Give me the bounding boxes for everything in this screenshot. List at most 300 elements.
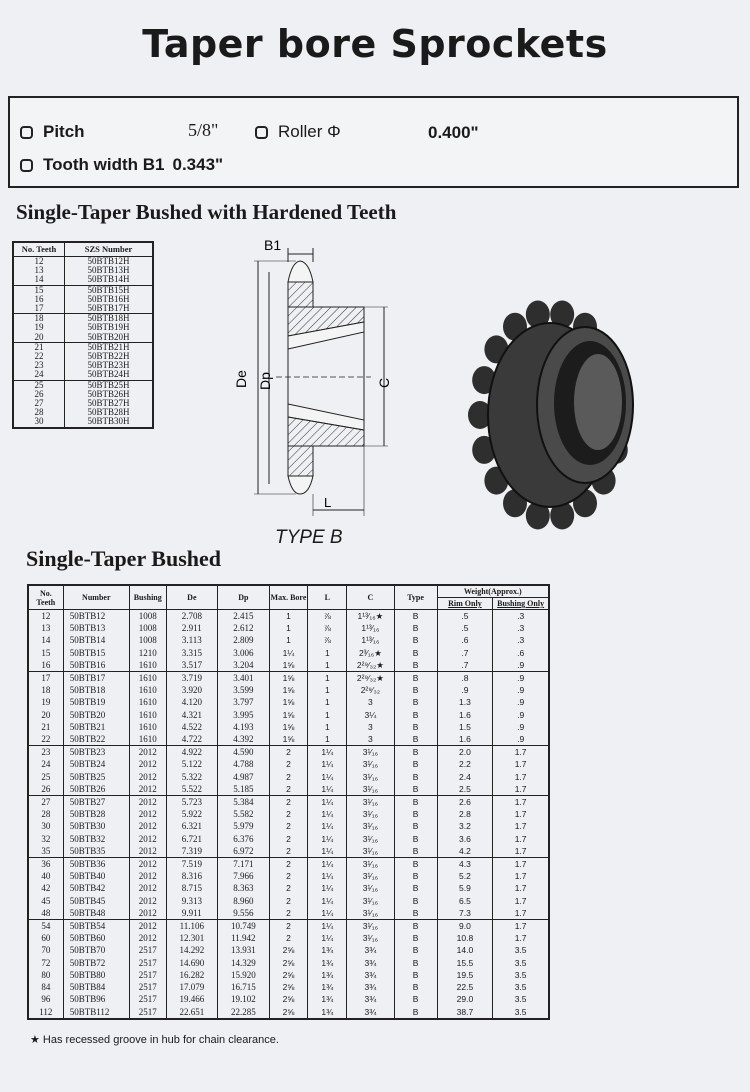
- max-bore-cell: 2: [269, 820, 308, 832]
- c-cell: 3: [347, 696, 394, 708]
- bushing-cell: 2012: [129, 758, 166, 770]
- teeth-cell: 24: [13, 370, 65, 380]
- max-bore-cell: 1⅝: [269, 733, 308, 746]
- number-cell: 50BTB24: [63, 758, 129, 770]
- dp-cell: 16.715: [218, 981, 269, 993]
- rim-weight-cell: 6.5: [437, 895, 493, 907]
- szs-number-cell: 50BTB16H: [87, 293, 130, 304]
- number-cell: 50BTB15: [63, 647, 129, 659]
- dp-cell: 5.185: [218, 783, 269, 796]
- max-bore-cell: 2: [269, 895, 308, 907]
- table-row: [28, 870, 549, 882]
- szs-number-cell: 50BTB18H: [87, 313, 130, 324]
- bushing-weight-cell: 1.7: [493, 858, 549, 871]
- dp-cell: 3.401: [218, 672, 269, 685]
- dp-cell: 4.788: [218, 758, 269, 770]
- bushing-cell: 1008: [129, 610, 166, 623]
- c-cell: 3¾: [347, 944, 394, 956]
- szs-number-cell: 50BTB22H: [87, 351, 130, 362]
- type-cell: B: [394, 672, 437, 685]
- c-cell: 3¾: [347, 969, 394, 981]
- bushing-cell: 2012: [129, 833, 166, 845]
- c-cell: 2²⁹⁄₃₂★: [347, 672, 394, 685]
- dp-cell: 2.612: [218, 622, 269, 634]
- max-bore-cell: 2: [269, 796, 308, 809]
- rim-weight-cell: 10.8: [437, 932, 493, 944]
- type-cell: B: [394, 771, 437, 783]
- max-bore-cell: 1⅝: [269, 709, 308, 721]
- teeth-cell: 70: [28, 944, 63, 956]
- dp-cell: 5.384: [218, 796, 269, 809]
- table-row: [28, 944, 549, 956]
- max-bore-cell: 2: [269, 858, 308, 871]
- number-cell: 50BTB13: [63, 622, 129, 634]
- number-cell: 50BTB20: [63, 709, 129, 721]
- type-cell: B: [394, 721, 437, 733]
- max-bore-cell: 2: [269, 870, 308, 882]
- de-cell: 3.315: [166, 647, 217, 659]
- c-cell: 3¾: [347, 1006, 394, 1019]
- number-cell: 50BTB48: [63, 907, 129, 920]
- rim-weight-cell: 2.5: [437, 783, 493, 796]
- type-cell: B: [394, 659, 437, 672]
- rim-weight-cell: 3.2: [437, 820, 493, 832]
- dp-cell: 4.193: [218, 721, 269, 733]
- szs-number-cell: 50BTB17H: [65, 304, 154, 314]
- bushing-cell: 2012: [129, 796, 166, 809]
- de-cell: 6.321: [166, 820, 217, 832]
- c-cell: 3¹⁄₁₆: [347, 771, 394, 783]
- dp-cell: 2.415: [218, 610, 269, 623]
- teeth-cell: 30: [13, 417, 65, 427]
- l-cell: 1¼: [308, 932, 347, 944]
- teeth-cell: 45: [28, 895, 63, 907]
- table-row: [28, 981, 549, 993]
- l-cell: 1¾: [308, 1006, 347, 1019]
- teeth-cell: 17: [28, 672, 63, 685]
- bushing-cell: 2012: [129, 783, 166, 796]
- table-row: [28, 808, 549, 820]
- c-cell: 3¾: [347, 957, 394, 969]
- l-cell: 1: [308, 672, 347, 685]
- pitch-value: 5/8": [188, 120, 219, 140]
- teeth-cell: 96: [28, 993, 63, 1005]
- number-cell: 50BTB54: [63, 920, 129, 933]
- table-row: [28, 845, 549, 858]
- c-cell: 1¹³⁄₁₆★: [347, 610, 394, 623]
- table-row: [28, 895, 549, 907]
- table-row: [28, 696, 549, 708]
- teeth-cell: 48: [28, 907, 63, 920]
- rim-weight-cell: 3.6: [437, 833, 493, 845]
- number-cell: 50BTB25: [63, 771, 129, 783]
- type-cell: B: [394, 969, 437, 981]
- teeth-cell: 26: [13, 390, 65, 399]
- dp-cell: 9.556: [218, 907, 269, 920]
- type-cell: B: [394, 882, 437, 894]
- table-row: [28, 771, 549, 783]
- teeth-cell: 17: [13, 304, 65, 314]
- l-cell: 1¼: [308, 833, 347, 845]
- teeth-cell: 16: [13, 295, 65, 304]
- c-cell: 3¾: [347, 993, 394, 1005]
- teeth-cell: 15: [13, 285, 65, 295]
- teeth-cell: 112: [28, 1006, 63, 1019]
- teeth-cell: 18: [13, 314, 65, 324]
- table-row: [13, 399, 153, 408]
- bushing-weight-cell: .9: [493, 684, 549, 696]
- col-header-weight: Weight(Approx.): [437, 585, 549, 598]
- number-cell: 50BTB22: [63, 733, 129, 746]
- bushing-cell: 1610: [129, 672, 166, 685]
- teeth-cell: 24: [28, 758, 63, 770]
- bushing-cell: 2012: [129, 920, 166, 933]
- bushing-cell: 1610: [129, 721, 166, 733]
- szs-number-cell: 50BTB13H: [87, 265, 130, 276]
- l-cell: 1: [308, 709, 347, 721]
- type-cell: B: [394, 870, 437, 882]
- c-cell: 3¹⁄₁₆: [347, 895, 394, 907]
- max-bore-cell: 2: [269, 932, 308, 944]
- table-row: [28, 858, 549, 871]
- dp-cell: 3.797: [218, 696, 269, 708]
- bushing-cell: 2012: [129, 907, 166, 920]
- max-bore-cell: 2⅝: [269, 969, 308, 981]
- bushing-cell: 2012: [129, 895, 166, 907]
- number-cell: 50BTB26: [63, 783, 129, 796]
- col-header-dp: Dp: [218, 585, 269, 610]
- szs-number-cell: 50BTB21H: [87, 341, 130, 352]
- l-cell: ⅞: [308, 610, 347, 623]
- bushing-weight-cell: .9: [493, 672, 549, 685]
- table-row: [28, 969, 549, 981]
- roller-row: [255, 122, 341, 142]
- type-cell: B: [394, 833, 437, 845]
- teeth-cell: 26: [28, 783, 63, 796]
- de-cell: 22.651: [166, 1006, 217, 1019]
- rim-weight-cell: 29.0: [437, 993, 493, 1005]
- col-header-bushing-only: Bushing Only: [493, 598, 549, 610]
- de-cell: 14.292: [166, 944, 217, 956]
- de-cell: 7.519: [166, 858, 217, 871]
- rim-weight-cell: 2.2: [437, 758, 493, 770]
- de-cell: 4.922: [166, 746, 217, 759]
- c-label: C: [376, 377, 392, 388]
- table-row: [28, 1006, 549, 1019]
- type-cell: B: [394, 808, 437, 820]
- l-cell: ⅞: [308, 634, 347, 646]
- number-cell: 50BTB17: [63, 672, 129, 685]
- number-cell: 50BTB45: [63, 895, 129, 907]
- type-b-cross-section-diagram: [233, 232, 396, 522]
- teeth-cell: 19: [13, 323, 65, 332]
- bushing-weight-cell: .3: [493, 610, 549, 623]
- bushing-weight-cell: 3.5: [493, 993, 549, 1005]
- teeth-cell: 35: [28, 845, 63, 858]
- bushing-cell: 2517: [129, 969, 166, 981]
- bushing-weight-cell: 1.7: [493, 796, 549, 809]
- max-bore-cell: 2⅝: [269, 993, 308, 1005]
- de-cell: 4.522: [166, 721, 217, 733]
- number-cell: 50BTB36: [63, 858, 129, 871]
- table-row: [13, 417, 153, 427]
- number-cell: 50BTB60: [63, 932, 129, 944]
- max-bore-cell: 2⅝: [269, 1006, 308, 1019]
- bushing-cell: 1008: [129, 634, 166, 646]
- dp-cell: 4.590: [218, 746, 269, 759]
- c-cell: 1¹³⁄₁₆: [347, 622, 394, 634]
- max-bore-cell: 2: [269, 920, 308, 933]
- szs-number-cell: 50BTB23H: [87, 360, 130, 371]
- l-cell: 1¾: [308, 981, 347, 993]
- teeth-cell: 28: [28, 808, 63, 820]
- rim-weight-cell: 4.2: [437, 845, 493, 858]
- bushing-cell: 2012: [129, 870, 166, 882]
- dp-cell: 8.363: [218, 882, 269, 894]
- bushing-weight-cell: 3.5: [493, 957, 549, 969]
- dp-cell: 14.329: [218, 957, 269, 969]
- type-b-label: TYPE B: [275, 527, 343, 548]
- de-cell: 2.911: [166, 622, 217, 634]
- max-bore-cell: 2: [269, 808, 308, 820]
- teeth-cell: 21: [28, 721, 63, 733]
- l-cell: 1¼: [308, 895, 347, 907]
- bushing-cell: 2517: [129, 957, 166, 969]
- bushing-weight-cell: .9: [493, 659, 549, 672]
- de-cell: 3.517: [166, 659, 217, 672]
- de-cell: 19.466: [166, 993, 217, 1005]
- bushing-weight-cell: 1.7: [493, 746, 549, 759]
- max-bore-cell: 1⅝: [269, 696, 308, 708]
- teeth-cell: 27: [28, 796, 63, 809]
- teeth-cell: 18: [28, 684, 63, 696]
- dp-cell: 3.995: [218, 709, 269, 721]
- table-row: [28, 796, 549, 809]
- bushing-weight-cell: .9: [493, 721, 549, 733]
- c-cell: 3¹⁄₁₆: [347, 858, 394, 871]
- table-row: [28, 957, 549, 969]
- dp-cell: 6.972: [218, 845, 269, 858]
- max-bore-cell: 2⅝: [269, 957, 308, 969]
- rim-weight-cell: .6: [437, 634, 493, 646]
- col-header-szs-number: SZS Number: [65, 242, 154, 257]
- number-cell: 50BTB42: [63, 882, 129, 894]
- c-cell: 3¹⁄₁₆: [347, 820, 394, 832]
- de-cell: 6.721: [166, 833, 217, 845]
- spec-box: [8, 96, 739, 188]
- number-cell: 50BTB32: [63, 833, 129, 845]
- roller-label: Roller Φ: [278, 122, 341, 141]
- teeth-cell: 22: [13, 352, 65, 361]
- bushing-cell: 2012: [129, 820, 166, 832]
- section-hardened-title: Single-Taper Bushed with Hardened Teeth: [16, 200, 397, 224]
- max-bore-cell: 1: [269, 634, 308, 646]
- max-bore-cell: 2: [269, 882, 308, 894]
- type-cell: B: [394, 907, 437, 920]
- bushing-cell: 2012: [129, 882, 166, 894]
- teeth-cell: 22: [28, 733, 63, 746]
- l-cell: 1¾: [308, 957, 347, 969]
- de-cell: 8.715: [166, 882, 217, 894]
- table-row: [13, 333, 153, 343]
- c-cell: 3: [347, 721, 394, 733]
- c-cell: 3¹⁄₁₆: [347, 870, 394, 882]
- number-cell: 50BTB70: [63, 944, 129, 956]
- max-bore-cell: 1⅝: [269, 721, 308, 733]
- rim-weight-cell: 19.5: [437, 969, 493, 981]
- l-cell: 1¼: [308, 783, 347, 796]
- bushing-cell: 2517: [129, 981, 166, 993]
- max-bore-cell: 2⅝: [269, 981, 308, 993]
- rim-weight-cell: .9: [437, 684, 493, 696]
- rim-weight-cell: 5.9: [437, 882, 493, 894]
- de-cell: 3.113: [166, 634, 217, 646]
- pitch-bullet-icon: [20, 126, 33, 139]
- teeth-cell: 21: [13, 342, 65, 352]
- l-cell: 1: [308, 684, 347, 696]
- c-cell: 3¹⁄₁₆: [347, 920, 394, 933]
- type-cell: B: [394, 783, 437, 796]
- de-cell: 3.719: [166, 672, 217, 685]
- c-cell: 3¹⁄₁₆: [347, 882, 394, 894]
- teeth-cell: 16: [28, 659, 63, 672]
- type-cell: B: [394, 647, 437, 659]
- de-cell: 5.723: [166, 796, 217, 809]
- l-cell: 1¾: [308, 969, 347, 981]
- bushing-cell: 1610: [129, 696, 166, 708]
- l-cell: 1¼: [308, 845, 347, 858]
- teeth-cell: 23: [28, 746, 63, 759]
- l-cell: 1¾: [308, 993, 347, 1005]
- teeth-cell: 25: [28, 771, 63, 783]
- rim-weight-cell: 1.6: [437, 709, 493, 721]
- teeth-cell: 28: [13, 408, 65, 417]
- rim-weight-cell: 5.2: [437, 870, 493, 882]
- number-cell: 50BTB23: [63, 746, 129, 759]
- tooth-width-value: 0.343": [172, 155, 224, 174]
- c-cell: 3¹⁄₁₆: [347, 932, 394, 944]
- bushing-cell: 1008: [129, 622, 166, 634]
- col-header-type: Type: [394, 585, 437, 610]
- table-row: [13, 408, 153, 417]
- l-cell: 1: [308, 721, 347, 733]
- number-cell: 50BTB40: [63, 870, 129, 882]
- dp-cell: 5.582: [218, 808, 269, 820]
- table-row: [28, 833, 549, 845]
- taper-bushed-table: [27, 584, 550, 1020]
- c-cell: 2³⁄₁₆★: [347, 647, 394, 659]
- teeth-cell: 27: [13, 399, 65, 408]
- max-bore-cell: 2⅝: [269, 944, 308, 956]
- type-cell: B: [394, 622, 437, 634]
- max-bore-cell: 1: [269, 610, 308, 623]
- l-cell: 1: [308, 696, 347, 708]
- c-cell: 3¹⁄₁₆: [347, 808, 394, 820]
- max-bore-cell: 2: [269, 783, 308, 796]
- szs-number-cell: 50BTB28H: [87, 407, 130, 418]
- c-cell: 3¹⁄₁₆: [347, 758, 394, 770]
- bushing-cell: 2517: [129, 1006, 166, 1019]
- type-cell: B: [394, 957, 437, 969]
- max-bore-cell: 1⅝: [269, 684, 308, 696]
- dp-cell: 15.920: [218, 969, 269, 981]
- teeth-cell: 80: [28, 969, 63, 981]
- szs-number-cell: 50BTB27H: [87, 398, 130, 409]
- l-cell: 1¾: [308, 944, 347, 956]
- bushing-weight-cell: 1.7: [493, 771, 549, 783]
- table-row: [28, 709, 549, 721]
- de-cell: 5.922: [166, 808, 217, 820]
- bushing-weight-cell: 1.7: [493, 882, 549, 894]
- dp-label: Dp: [257, 372, 273, 390]
- table-row: [28, 820, 549, 832]
- table-row: [28, 721, 549, 733]
- max-bore-cell: 2: [269, 845, 308, 858]
- table-row: [28, 610, 549, 623]
- bushing-weight-cell: 3.5: [493, 1006, 549, 1019]
- dp-cell: 11.942: [218, 932, 269, 944]
- tooth-width-bullet-icon: [20, 159, 33, 172]
- number-cell: 50BTB28: [63, 808, 129, 820]
- table-row: [28, 733, 549, 746]
- type-cell: B: [394, 746, 437, 759]
- max-bore-cell: 2: [269, 833, 308, 845]
- l-cell: 1¼: [308, 796, 347, 809]
- c-cell: 3¹⁄₁₆: [347, 746, 394, 759]
- teeth-cell: 13: [28, 622, 63, 634]
- table-row: [28, 882, 549, 894]
- de-cell: 9.911: [166, 907, 217, 920]
- dp-cell: 4.392: [218, 733, 269, 746]
- rim-weight-cell: 7.3: [437, 907, 493, 920]
- type-cell: B: [394, 684, 437, 696]
- de-label: De: [233, 370, 249, 388]
- number-cell: 50BTB30: [63, 820, 129, 832]
- bushing-weight-cell: 1.7: [493, 907, 549, 920]
- number-cell: 50BTB19: [63, 696, 129, 708]
- bushing-cell: 2012: [129, 932, 166, 944]
- rim-weight-cell: 2.6: [437, 796, 493, 809]
- de-cell: 5.322: [166, 771, 217, 783]
- bushing-weight-cell: 1.7: [493, 833, 549, 845]
- col-header-number: Number: [63, 585, 129, 610]
- number-cell: 50BTB12: [63, 610, 129, 623]
- rim-weight-cell: 4.3: [437, 858, 493, 871]
- table-row: [28, 907, 549, 920]
- max-bore-cell: 1: [269, 622, 308, 634]
- dp-cell: 10.749: [218, 920, 269, 933]
- table-row: [28, 932, 549, 944]
- dp-cell: 7.966: [218, 870, 269, 882]
- rim-weight-cell: 14.0: [437, 944, 493, 956]
- de-cell: 11.106: [166, 920, 217, 933]
- bushing-cell: 2012: [129, 771, 166, 783]
- l-cell: 1¼: [308, 820, 347, 832]
- szs-number-cell: 50BTB24H: [65, 370, 154, 380]
- bushing-weight-cell: 1.7: [493, 783, 549, 796]
- table-row: [13, 370, 153, 380]
- dp-cell: 13.931: [218, 944, 269, 956]
- teeth-cell: 12: [28, 610, 63, 623]
- rim-weight-cell: 1.5: [437, 721, 493, 733]
- l-cell: 1¼: [308, 858, 347, 871]
- l-label: L: [324, 495, 332, 510]
- bushing-weight-cell: 3.5: [493, 944, 549, 956]
- l-cell: 1¼: [308, 808, 347, 820]
- bushing-cell: 1210: [129, 647, 166, 659]
- number-cell: 50BTB35: [63, 845, 129, 858]
- l-cell: 1¼: [308, 771, 347, 783]
